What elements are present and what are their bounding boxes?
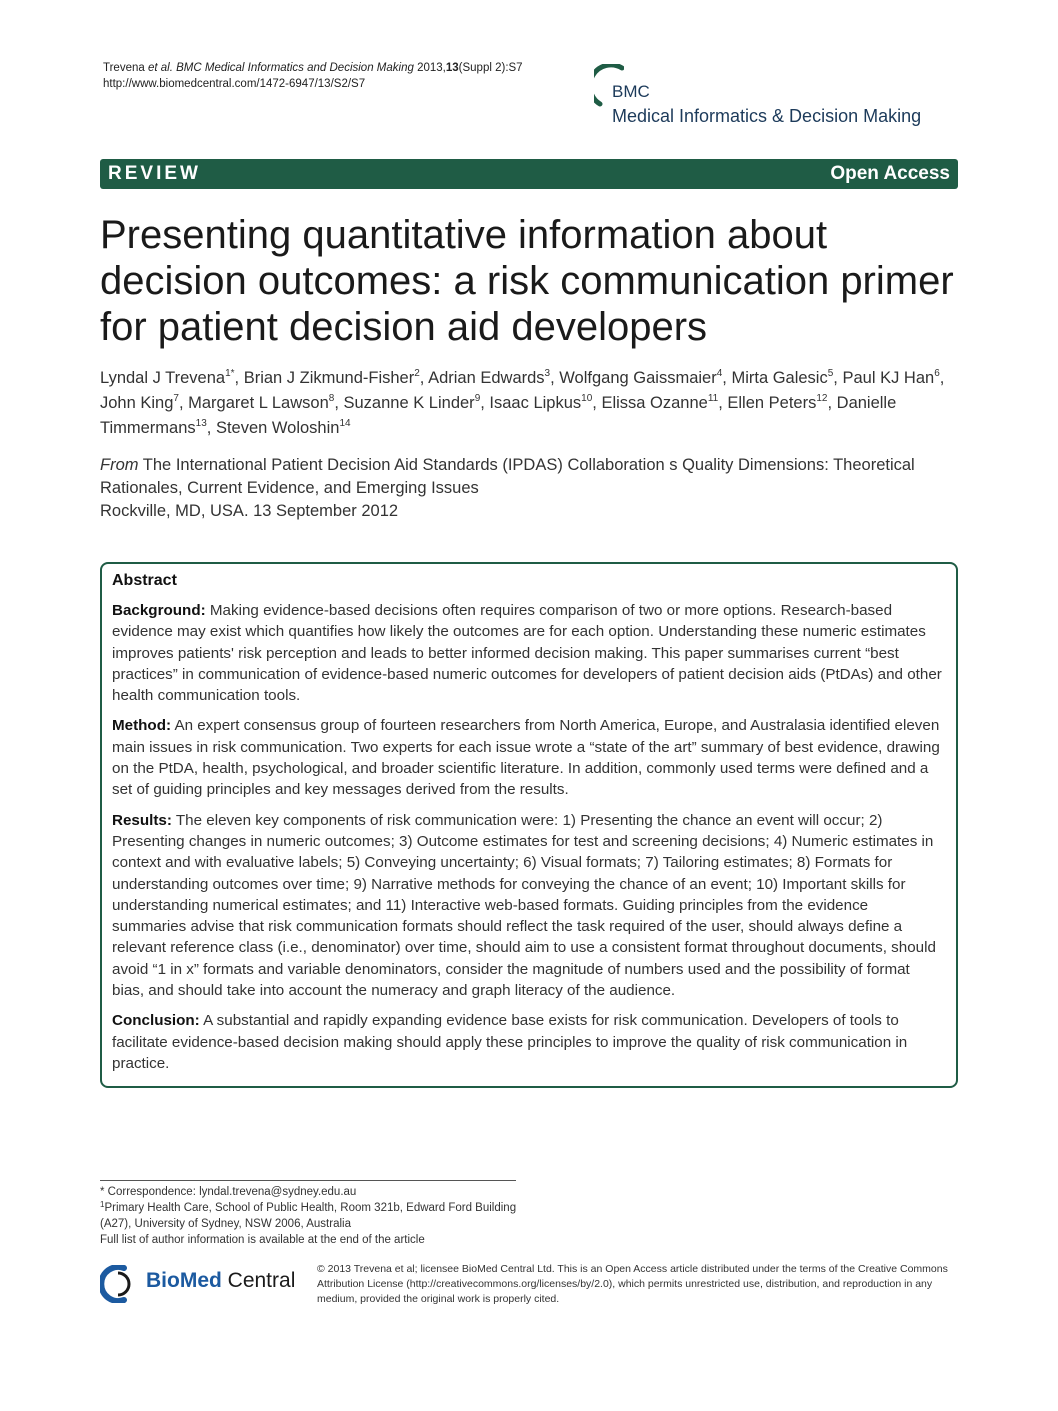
author-list: Lyndal J Trevena$^{1*}$, Brian J Zikmund-Fisher$^2$, Adrian Edwards$^3$, Wolfgang Gaissmaier$^4$, Mirta Galesic$^5$, Paul KJ Han$^6$, John King$^7$, Margaret L Lawson$^8$, Suzanne K Linder$^9$, Isaac Lipkus$^{10}$, Elissa Ozanne$^{11}$, Ellen Peters$^{12}$, Danielle Timmermans$^{13}$, Steven Woloshin$^{14}$ [100,368,945,437]
section-label: Background: [112,602,206,619]
from-text: The International Patient Decision Aid Standards (IPDAS) Collaboration s Quality Dimensions: Theoretical Rationales, Current Evidence, and Emerging Issues [100,456,915,497]
author [244,369,420,387]
abstract-results [112,810,946,1002]
biomed-central-logo [100,1265,310,1303]
article-type-bar [100,159,958,189]
article-type-label: REVIEW [108,163,201,184]
author [100,394,179,412]
section-label: Method: [112,717,172,735]
author-affiliation-sup: 8 [328,393,335,404]
citation-authors: Trevena [103,62,145,74]
citation-etal: et al. [147,62,173,74]
author-name: Isaac Lipkus [489,394,582,412]
author-name: Adrian Edwards [428,369,545,387]
affiliation [100,1200,520,1232]
author [216,419,351,437]
citation-line [103,60,523,76]
author-affiliation-sup: 11 [707,393,719,404]
logo-bmc: BMC [612,82,650,101]
author-name: Mirta Galesic [731,369,828,387]
author-name: Lyndal J Trevena [100,369,226,387]
section-text: A substantial and rapidly expanding evidence base exists for risk communication. Developers of tools to facilitate evidence-based decision making should apply these principles to improve the quality of risk communication in practice. [112,1012,908,1072]
author-name: Paul KJ Han [842,369,935,387]
author-name: Brian J Zikmund-Fisher [243,369,415,387]
author-affiliation-sup: 2 [414,368,420,379]
abstract-heading: Abstract [112,572,177,589]
citation-journal: BMC Medical Informatics and Decision Making [176,62,414,74]
author-affiliation-sup: 5 [827,368,834,379]
author [727,394,827,412]
author-affiliation-sup: 6 [934,368,940,379]
abstract-box [100,562,958,1088]
journal-logo [594,60,964,130]
author [344,394,481,412]
author-affiliation-sup: 13 [195,418,207,429]
citation-header [103,60,523,92]
author-name: Ellen Peters [727,394,817,412]
citation-year: 2013, [417,62,446,74]
correspondence: * Correspondence: lyndal.trevena@sydney.edu.au [100,1186,357,1198]
author [188,394,334,412]
full-author-info-note: Full list of author information is available at the end of the article [100,1234,425,1246]
affiliation-sup: 1 [100,1200,105,1209]
open-access-label: Open Access [830,163,950,184]
author-affiliation-sup: 3 [544,368,551,379]
copyright-notice: © 2013 Trevena et al; licensee BioMed Central Ltd. This is an Open Access article distributed under the terms of the Creative Commons Attribution License (http://creativecommons.org/licenses/by/2.0), which permits unrestricted use, distribution, and reproduction in any medium, provided the original work is properly cited. [317,1263,948,1305]
footnotes [100,1184,520,1248]
author-name: Elissa Ozanne [601,394,708,412]
abstract-background [112,600,946,706]
citation-volume: 13 [445,62,459,74]
section-label: Results: [112,811,172,829]
author-affiliation-sup: 12 [816,393,828,404]
author-affiliation-sup: 4 [716,368,723,379]
article-url[interactable]: http://www.biomedcentral.com/1472-6947/13/S2/S7 [103,78,366,90]
author [489,394,592,412]
affiliation-text: Primary Health Care, School of Public Health, Room 321b, Edward Ford Building (A27), University of Sydney, NSW 2006, Australia [100,1202,517,1230]
section-text: An expert consensus group of fourteen researchers from North America, Europe, and Australasia identified eleven main issues in risk communication. Two experts for each issue wrote a “state of the art” summary of best evidence, drawing on the PtDA, health, psychological, and broader scientific literature. In addition, commonly used terms were defined and a set of guiding principles and key messages derived from the results. [112,717,940,799]
section-label: Conclusion: [112,1012,200,1030]
section-text: Making evidence-based decisions often requires comparison of two or more options. Research-based evidence may exist which quantifies how likely the outcomes are for each option. Understanding these numeric estimates improves patients' risk perception and leads to better informed decision making. This paper summarises current “best practices” in communication of evidence-based numeric outcomes for developers of patient decision aids (PtDAs) and other health communication tools. [112,602,942,705]
author-name: John King [100,394,174,412]
central-word: Central [221,1269,296,1292]
author-affiliation-sup: 9 [474,393,481,404]
author [100,369,235,387]
logo-journal-name: Medical Informatics & Decision Making [612,106,922,126]
footnote-divider [100,1180,516,1181]
author [559,369,722,387]
author [601,394,718,412]
from-label: From [100,456,139,474]
author [842,369,939,387]
author-name: Wolfgang Gaissmaier [559,369,717,387]
abstract-conclusion [112,1010,946,1074]
citation-issue: (Suppl 2):S7 [458,62,523,74]
section-text: The eleven key components of risk communication were: 1) Presenting the chance an event will occur; 2) Presenting changes in numeric outcomes; 3) Outcome estimates for test and screening decisions; 4) Numeric estimates in context and with evaluative labels; 5) Conveying uncertainty; 6) Visual formats; 7) Tailoring estimates; 8) Formats for understanding outcomes over time; 9) Narrative methods for conveying the chance of an event; 10) Important skills for understanding numerical estimates; and 11) Interactive web-based formats. Guiding principles from the evidence summaries advise that risk communication formats should reflect the task required of the user, should always define a relevant reference class (i.e., denominator) over time, should aim to use a consistent format throughout documents, should avoid “1 in x” formats and variable denominators, consider the magnitude of numbers used and the possibility of format bias, and should take into account the numeracy and graph literacy of the audience. [112,811,936,1000]
author-affiliation-sup: 14 [339,418,351,429]
biomed-swoosh-icon [100,1265,142,1303]
author-name: Margaret L Lawson [188,394,329,412]
author-name: Danielle Timmermans [100,394,897,437]
author-name: Steven Woloshin [215,419,340,437]
author-affiliation-sup: 7 [173,393,179,404]
author-affiliation-sup: 1* [225,368,235,379]
author-affiliation-sup: 10 [581,393,593,404]
article-title: Presenting quantitative information about decision outcomes: a risk communication primer for patient decision aid developers [100,213,954,349]
biomed-wordmark [146,1269,295,1293]
from-place-date: Rockville, MD, USA. 13 September 2012 [100,502,399,520]
conference-source [100,454,970,523]
biomed-word: BioMed [146,1269,222,1292]
abstract-method [112,715,946,800]
author [731,369,833,387]
author-name: Suzanne K Linder [343,394,475,412]
author [428,369,550,387]
